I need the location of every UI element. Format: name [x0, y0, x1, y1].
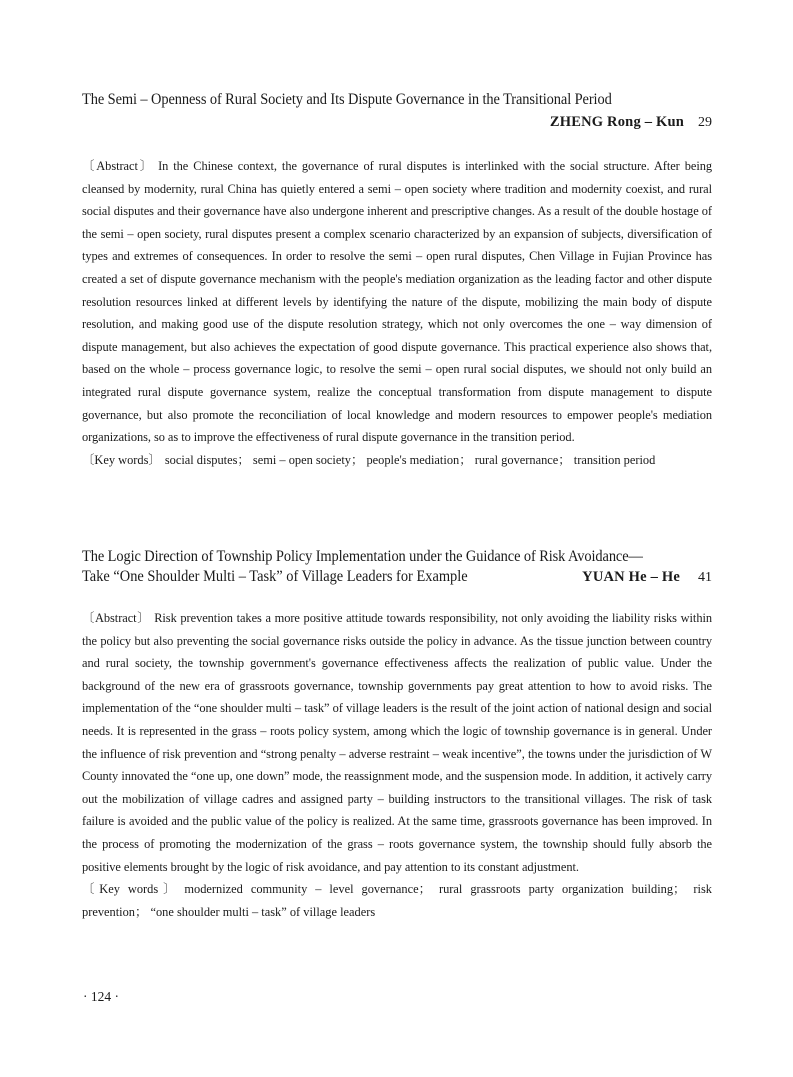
keywords — [82, 449, 712, 472]
keywords-label: 〔Key words〕 — [82, 452, 161, 467]
keywords-text: social disputes； semi – open society； people's mediation； rural governance； transition period — [164, 452, 656, 467]
page-reference: 41 — [698, 570, 712, 585]
abstract — [82, 607, 712, 878]
keywords — [82, 878, 712, 923]
abstract-text: Risk prevention takes a more positive attitude towards responsibility, not only avoiding the liability risks within the policy but also preventing the social governance risks outside the policy in advance. As the tissue junction between country and rural society, the township government's governance effectiveness affects the realization of public value. Under the background of the new era of grassroots governance, township governments pay great attention to how to avoid risks. The implementation of the “one shoulder multi – task” of village leaders is the result of the joint action of national design and social needs. It is represented in the grass – roots policy system, among which the logic of township governance is in general. Under the influence of risk prevention and “strong penalty – adverse restraint – weak incentive”, the towns under the jurisdiction of W County innovated the “one up, one down” mode, the reassignment mode, and the suspension mode. In addition, it actively carry out the mobilization of village cadres and assigned party – building instructors to the transitional villages. The risk of task failure is avoided and the public value of the policy is realized. At the same time, grassroots governance has been improved. In the process of promoting the modernization of the grass – roots governance system, the township should fully absorb the positive elements brought by the logic of risk avoidance, and pay attention to its constant adjustment. — [82, 611, 712, 874]
abstract-label: 〔Abstract〕 — [82, 611, 151, 625]
abstract — [82, 155, 712, 449]
keywords-text: modernized community – level governance； rural grassroots party organization building； risk prevention； “one shoulder multi – task” of village leaders — [82, 882, 712, 919]
abstract-text: In the Chinese context, the governance of rural disputes is interlinked with the social structure. After being cleansed by modernity, rural China has quietly entered a semi – open society where tradition and modernity coexist, and rural social disputes and their governance have also undergone inherent and prescriptive changes. As a result of the double hostage of the semi – open society, rural disputes present a complex scenario characterized by an expansion of subjects, diversification of types and extremes of consequences. In order to resolve the semi – open rural disputes, Chen Village in Fujian Province has created a set of dispute governance mechanism with the people's mediation organization as the leading factor and other dispute resolution resources linked at different levels by identifying the nature of the dispute, mobilizing the main body of dispute resolution, and making good use of the dispute resolution strategy, which not only overcomes the one – way dimension of dispute management, but also achieves the expectation of good dispute governance. This practical experience also shows that, based on the whole – process governance logic, to resolve the semi – open rural social disputes, we should not only build an integrated rural dispute governance system, realize the conceptual transformation from dispute management to dispute governance, but also promote the reconciliation of local knowledge and modern resources to empower people's mediation organizations, so as to improve the effectiveness of rural dispute governance in the transition period. — [82, 159, 712, 445]
page-reference: 29 — [698, 115, 712, 130]
page-number: · 124 · — [83, 989, 119, 1004]
author-line — [82, 111, 712, 134]
abstract-label: 〔Abstract〕 — [82, 159, 155, 173]
keywords-label: 〔Key words〕 — [82, 882, 181, 897]
article-entry-2 — [82, 546, 712, 923]
article-author: YUAN He – He — [582, 569, 680, 585]
title-author-line — [82, 568, 712, 586]
article-title-line-1: The Logic Direction of Township Policy Implementation under the Guidance of Risk Avoidance— — [82, 548, 643, 565]
article-title: The Semi – Openness of Rural Society and Its Dispute Governance in the Transitional Period — [82, 91, 612, 108]
article-entry-1 — [82, 89, 712, 471]
article-author: ZHENG Rong – Kun — [549, 114, 684, 130]
article-title-line-2: Take “One Shoulder Multi – Task” of Village Leaders for Example — [82, 568, 468, 585]
